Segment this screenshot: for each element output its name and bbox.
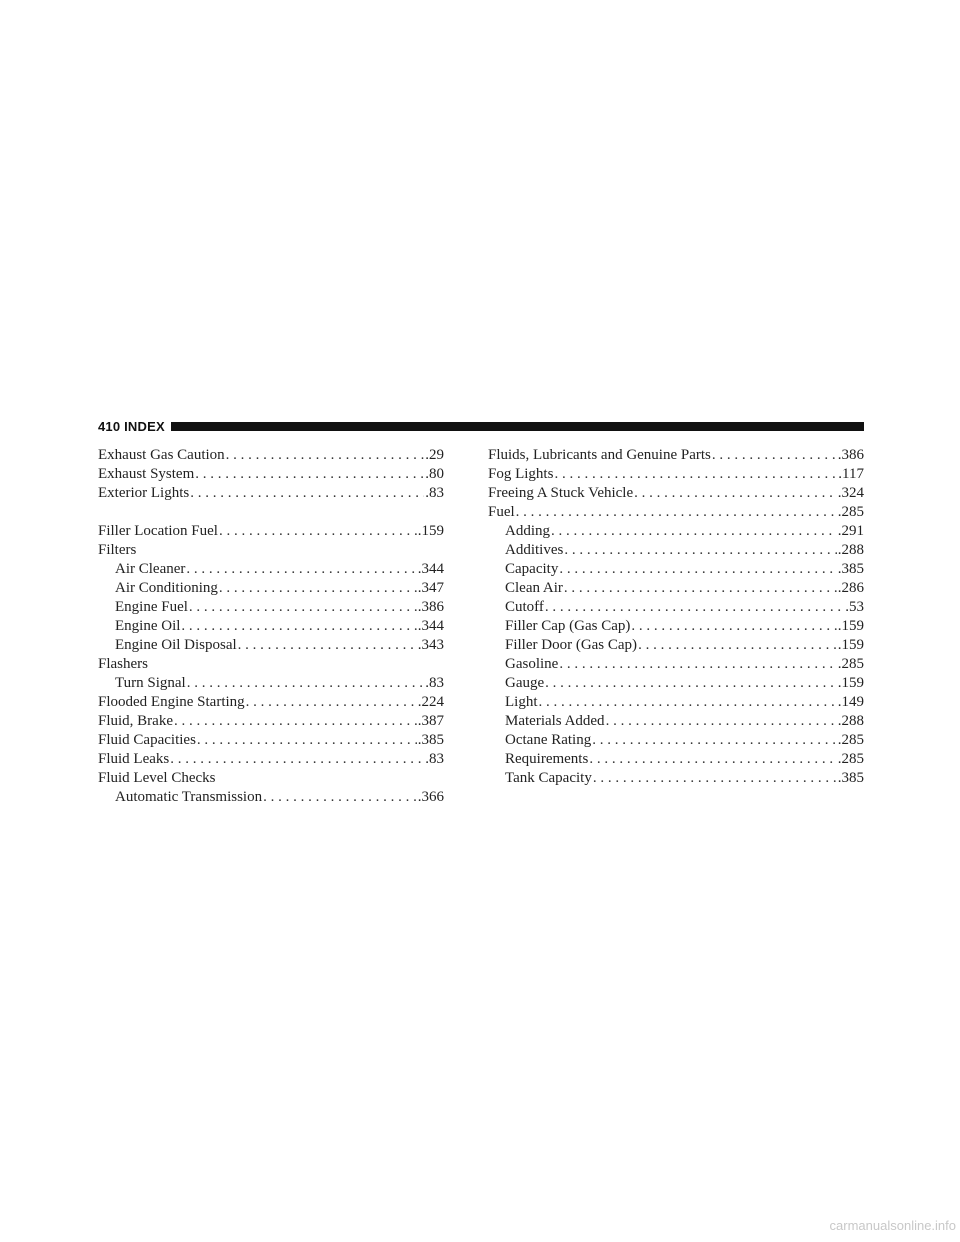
index-subentry: Automatic Transmission . . . .366 xyxy=(98,788,444,807)
index-entry: Filler Location Fuel . . . .159 xyxy=(98,522,444,541)
index-subentry: Filler Cap (Gas Cap) . . . .159 xyxy=(488,617,864,636)
index-subentry: Gasoline . . . .285 xyxy=(488,655,864,674)
page-header xyxy=(98,416,864,436)
index-heading: Filters xyxy=(98,542,137,558)
index-subentry: Engine Oil Disposal . . . .343 xyxy=(98,636,444,655)
header-rule xyxy=(171,422,864,431)
index-subentry: Turn Signal . . . .83 xyxy=(98,674,444,693)
index-subentry: Cutoff . . . .53 xyxy=(488,598,864,617)
index-subentry: Engine Oil . . . .344 xyxy=(98,617,444,636)
index-entry: Exhaust System . . . .80 xyxy=(98,465,444,484)
index-subentry: Air Cleaner . . . .344 xyxy=(98,560,444,579)
index-subentry: Materials Added . . . .288 xyxy=(488,712,864,731)
index-heading: Flashers xyxy=(98,656,148,672)
index-entry: Fog Lights . . . .117 xyxy=(488,465,864,484)
index-subentry: Gauge . . . .159 xyxy=(488,674,864,693)
index-entry: Fluid Capacities . . . .385 xyxy=(98,731,444,750)
index-subentry: Octane Rating . . . .285 xyxy=(488,731,864,750)
index-entry: Flooded Engine Starting . . . .224 xyxy=(98,693,444,712)
index-entry: Fuel . . . .285 xyxy=(488,503,864,522)
page-number-label: 410 INDEX xyxy=(98,418,165,434)
index-subentry: Light . . . .149 xyxy=(488,693,864,712)
index-entry: Fluid Leaks . . . .83 xyxy=(98,750,444,769)
index-column-right xyxy=(488,446,864,788)
index-subentry: Air Conditioning . . . .347 xyxy=(98,579,444,598)
index-subentry: Requirements . . . .285 xyxy=(488,750,864,769)
index-subentry: Filler Door (Gas Cap) . . . .159 xyxy=(488,636,864,655)
index-subentry: Clean Air . . . .286 xyxy=(488,579,864,598)
index-entry: Fluid, Brake . . . .387 xyxy=(98,712,444,731)
watermark: carmanualsonline.info xyxy=(829,1218,956,1233)
index-entry: Freeing A Stuck Vehicle . . . .324 xyxy=(488,484,864,503)
index-entry: Exhaust Gas Caution . . . .29 xyxy=(98,446,444,465)
index-entry: Fluids, Lubricants and Genuine Parts . . . .386 xyxy=(488,446,864,465)
index-column-left xyxy=(98,446,444,807)
index-subentry: Tank Capacity . . . .385 xyxy=(488,769,864,788)
index-heading: Fluid Level Checks xyxy=(98,770,216,786)
index-subentry: Adding . . . .291 xyxy=(488,522,864,541)
index-entry: Exterior Lights . . . .83 xyxy=(98,484,444,503)
index-subentry: Additives . . . .288 xyxy=(488,541,864,560)
index-subentry: Engine Fuel . . . .386 xyxy=(98,598,444,617)
index-subentry: Capacity . . . .385 xyxy=(488,560,864,579)
